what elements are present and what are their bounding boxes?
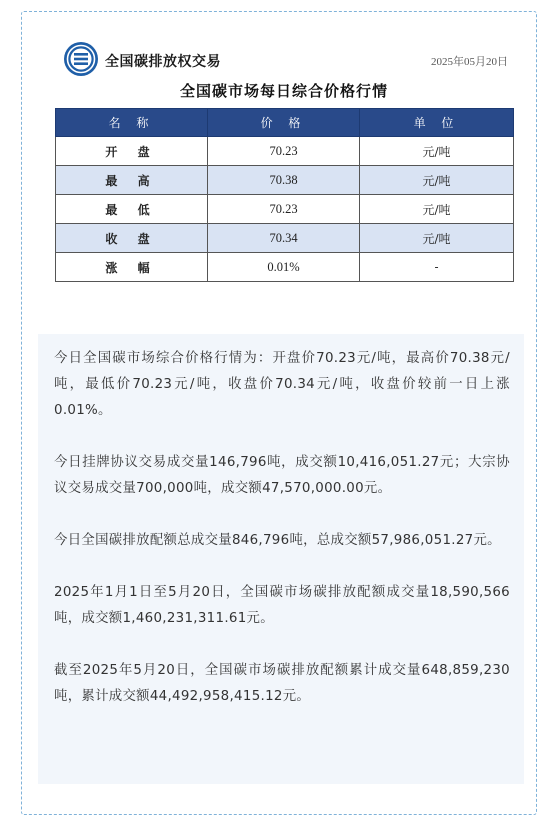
carbon-exchange-logo-icon	[63, 41, 99, 77]
row-name: 收 盘	[56, 224, 208, 253]
table-row	[56, 253, 514, 282]
row-name: 最 高	[56, 166, 208, 195]
row-unit: 元/吨	[360, 137, 514, 166]
table-row	[56, 137, 514, 166]
table-header-row	[56, 109, 514, 137]
row-name: 最 低	[56, 195, 208, 224]
table-row	[56, 166, 514, 195]
page-title: 全国碳市场每日综合价格行情	[179, 82, 388, 100]
row-price: 70.23	[208, 195, 360, 224]
price-table	[55, 108, 514, 282]
row-name: 涨 幅	[56, 253, 208, 282]
row-price: 70.23	[208, 137, 360, 166]
summary-panel	[38, 334, 524, 784]
summary-paragraph: 截至2025年5月20日，全国碳市场碳排放配额累计成交量648,859,230吨，累计成交额44,492,958,415.12元。	[54, 663, 510, 704]
report-date: 2025年05月20日	[431, 56, 508, 68]
row-unit: -	[360, 253, 514, 282]
table-row	[56, 224, 514, 253]
row-price: 0.01%	[208, 253, 360, 282]
summary-paragraph: 今日挂牌协议交易成交量146,796吨，成交额10,416,051.27元；大宗协议交易成交量700,000吨，成交额47,570,000.00元。	[54, 455, 510, 496]
summary-paragraph: 今日全国碳排放配额总成交量846,796吨，总成交额57,986,051.27元。	[54, 533, 501, 548]
row-unit: 元/吨	[360, 166, 514, 195]
row-unit: 元/吨	[360, 195, 514, 224]
row-price: 70.38	[208, 166, 360, 195]
row-price: 70.34	[208, 224, 360, 253]
header	[63, 40, 513, 80]
summary-paragraph: 今日全国碳市场综合价格行情为：开盘价70.23元/吨，最高价70.38元/吨，最低价70.23元/吨，收盘价70.34元/吨，收盘价较前一日上涨0.01%。	[54, 351, 510, 418]
brand-name: 全国碳排放权交易	[105, 54, 221, 70]
column-header-name: 名 称	[56, 109, 208, 137]
summary-paragraph: 2025年1月1日至5月20日，全国碳市场碳排放配额成交量18,590,566吨，成交额1,460,231,311.61元。	[54, 585, 510, 626]
column-header-price: 价 格	[208, 109, 360, 137]
column-header-unit: 单 位	[360, 109, 514, 137]
row-unit: 元/吨	[360, 224, 514, 253]
row-name: 开 盘	[56, 137, 208, 166]
table-row	[56, 195, 514, 224]
